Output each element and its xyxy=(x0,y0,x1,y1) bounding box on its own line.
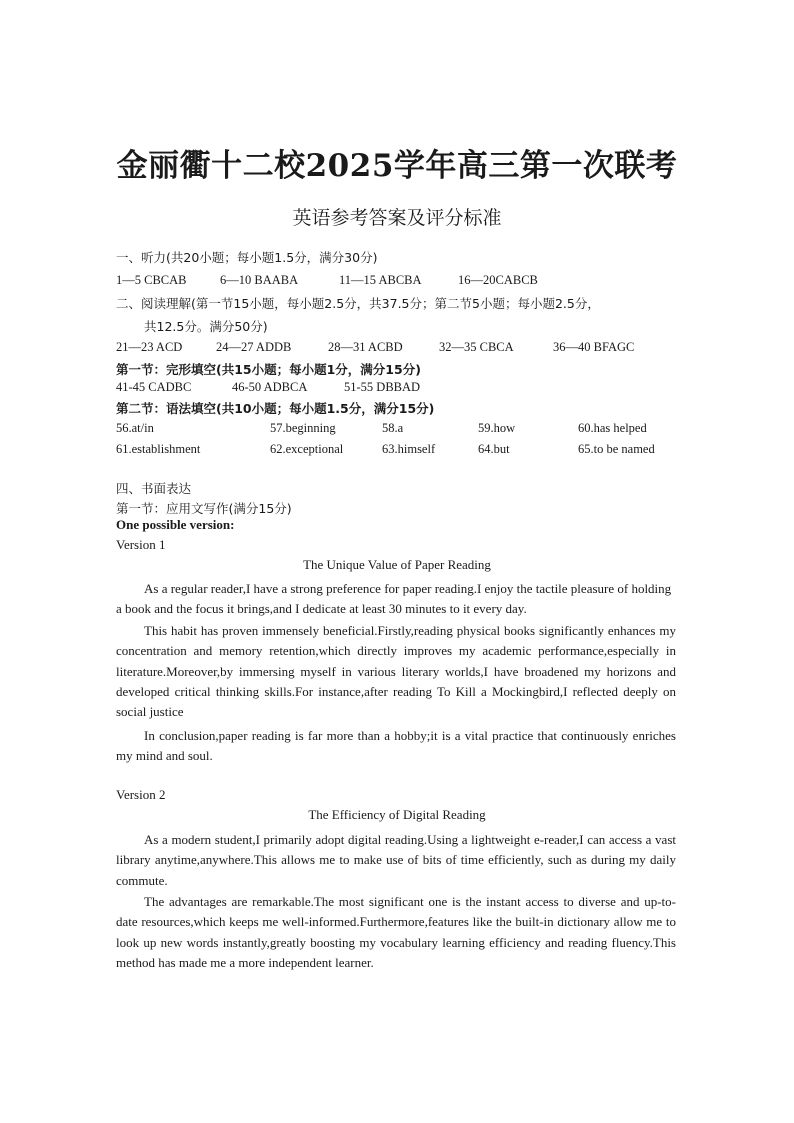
page-title: 金丽衢十二校2025学年高三第一次联考 xyxy=(116,148,678,184)
version-2-paragraph: The advantages are remarkable.The most significant one is the instant access to diverse and up-to-date resources,which keeps me well-informed.Furthermore,features like the built-in dictionary allow me to look up new words instantly,greatly boosting my vocabulary learning efficiency and reading fluency.This method has made me a more independent learner. xyxy=(116,894,676,970)
cloze-heading: 第一节：完形填空(共15小题；每小题1分，满分15分) xyxy=(116,362,421,377)
grammar-answer: 58.a xyxy=(382,421,404,435)
version-2-title: The Efficiency of Digital Reading xyxy=(308,807,486,822)
answer-group: 36—40 BFAGC xyxy=(553,340,635,354)
grammar-answer: 61.establishment xyxy=(116,442,201,456)
grammar-answer: 57.beginning xyxy=(270,421,336,435)
grammar-answer: 62.exceptional xyxy=(270,442,344,456)
version-2-label: Version 2 xyxy=(116,787,166,802)
answer-group: 32—35 CBCA xyxy=(439,340,514,354)
answer-group: 51-55 DBBAD xyxy=(344,380,421,394)
version-1-title: The Unique Value of Paper Reading xyxy=(303,557,491,572)
answer-group: 6—10 BAABA xyxy=(220,273,299,287)
listening-heading: 一、听力(共20小题；每小题1.5分，满分30分) xyxy=(116,250,378,265)
answer-group: 46-50 ADBCA xyxy=(232,380,308,394)
answer-group: 41-45 CADBC xyxy=(116,380,192,394)
version-1-paragraph: This habit has proven immensely beneficial.Firstly,reading physical books significantly enhances my concentration and memory retention,which directly improves my academic performance,especially in literature.Moreover,by immersing myself in various literary worlds,I have broadened my horizons and developed critical thinking skills.For instance,after reading To Kill a Mockingbird,I reflected deeply on social justice xyxy=(116,623,676,720)
reading-heading-cont: 共12.5分。满分50分) xyxy=(144,319,268,334)
grammar-answer: 56.at/in xyxy=(116,421,154,435)
answer-group: 11—15 ABCBA xyxy=(339,273,422,287)
reading-heading: 二、阅读理解(第一节15小题，每小题2.5分，共37.5分；第二节5小题；每小题2.5分， xyxy=(116,296,600,311)
version-1-paragraph: As a regular reader,I have a strong preference for paper reading.I enjoy the tactile pleasure of holding a book and the focus it brings,and I dedicate at least 30 minutes to it every day. xyxy=(116,581,672,617)
grammar-answer: 63.himself xyxy=(382,442,436,456)
writing-heading: 四、书面表达 xyxy=(116,481,192,496)
grammar-answer: 60.has helped xyxy=(578,421,647,435)
grammar-answer: 59.how xyxy=(478,421,516,435)
possible-version-label: One possible version: xyxy=(116,517,235,532)
version-1-paragraph: In conclusion,paper reading is far more than a hobby;it is a vital practice that continuously enriches my mind and soul. xyxy=(116,728,676,764)
grammar-heading: 第二节：语法填空(共10小题；每小题1.5分，满分15分) xyxy=(116,401,435,416)
answer-group: 21—23 ACD xyxy=(116,340,183,354)
grammar-answer: 64.but xyxy=(478,442,510,456)
answer-group: 24—27 ADDB xyxy=(216,340,292,354)
version-2-paragraph: As a modern student,I primarily adopt digital reading.Using a lightweight e-reader,I can access a vast library anytime,anywhere.This allows me to make use of bits of time efficiently, such as during my daily commute. xyxy=(116,832,676,888)
version-1-label: Version 1 xyxy=(116,537,166,552)
writing-sub-heading: 第一节：应用文写作(满分15分) xyxy=(116,501,292,516)
answer-group: 1—5 CBCAB xyxy=(116,273,187,287)
answer-group: 16—20CABCB xyxy=(458,273,538,287)
page-subtitle: 英语参考答案及评分标准 xyxy=(292,207,502,229)
grammar-answer: 65.to be named xyxy=(578,442,655,456)
answer-group: 28—31 ACBD xyxy=(328,340,403,354)
